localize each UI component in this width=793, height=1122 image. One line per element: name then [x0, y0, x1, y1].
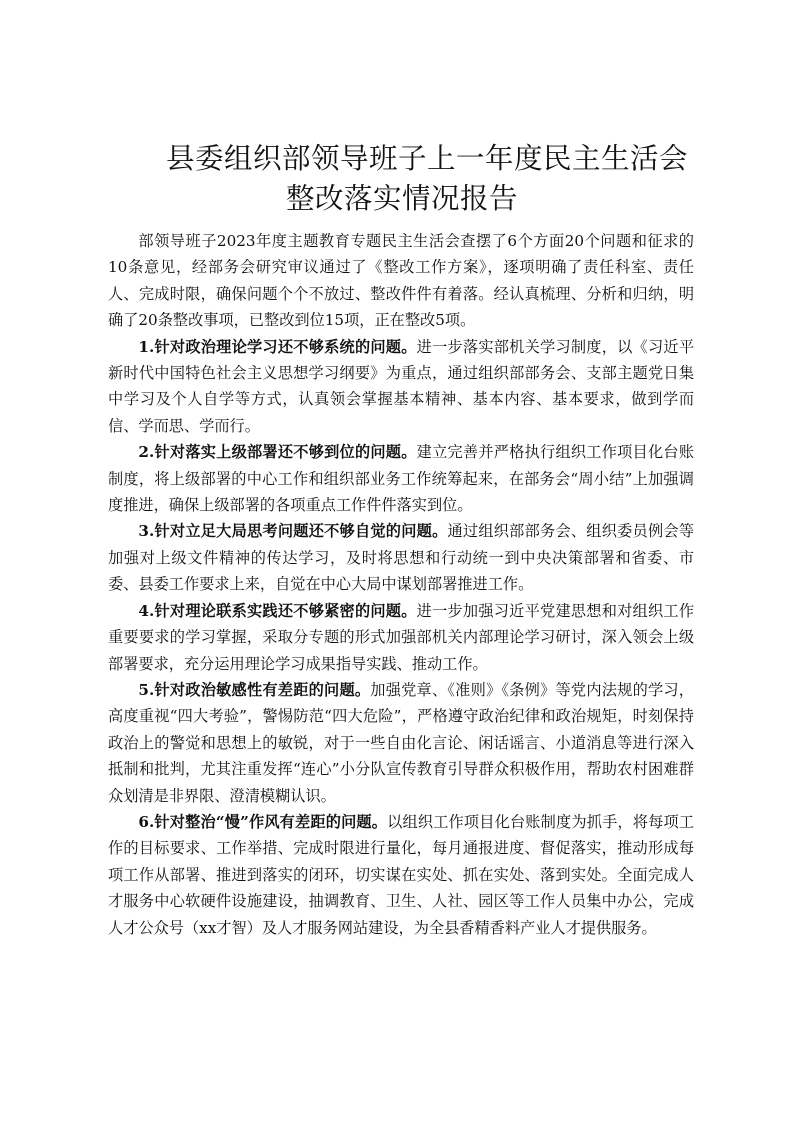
title-line-2: 整改落实情况报告	[286, 182, 519, 215]
item-text: 进一步加强习近平党建思想和对组织工作重要要求的学习掌握，采取分专题的形式加强部机关内部理论学习研讨，深入领会上级部署要求，充分运用理论学习成果指导实践、推动工作。	[108, 601, 695, 673]
item-text: 进一步落实部机关学习制度，以《习近平新时代中国特色社会主义思想学习纲要》为重点，通过组织部部务会、支部主题党日集中学习及个人自学等方式，认真领会掌握基本精神、基本内容、基本要求，做到学而信、学而思、学而行。	[108, 337, 695, 435]
item-paragraph-6	[108, 809, 694, 941]
item-paragraph-5	[108, 677, 694, 809]
item-paragraph-1	[108, 334, 694, 440]
document-title	[0, 139, 793, 219]
item-paragraph-3	[108, 518, 694, 597]
item-heading: 6.针对整治“慢”作风有差距的问题。	[138, 812, 388, 831]
intro-paragraph: 部领导班子2023年度主题教育专题民主生活会查摆了6个方面20个问题和征求的10条意见，经部务会研究审议通过了《整改工作方案》，逐项明确了责任科室、责任人、完成时限，确保问题个个不放过、整改件件有着落。经认真梳理、分析和归纳，明确了20条整改事项，已整改到位15项，正在整改5项。	[108, 232, 694, 330]
item-heading: 3.针对立足大局思考问题还不够自觉的问题。	[138, 522, 448, 541]
item-text: 建立完善并严格执行组织工作项目化台账制度，将上级部署的中心工作和组织部业务工作统筹起来，在部务会“周小结”上加强调度推进，确保上级部署的各项重点工作件件落实到位。	[108, 443, 695, 515]
item-paragraph-2	[108, 439, 694, 518]
item-heading: 5.针对政治敏感性有差距的问题。	[138, 680, 371, 699]
item-heading: 4.针对理论联系实践还不够紧密的问题。	[138, 601, 417, 620]
document-body	[108, 228, 694, 941]
item-paragraph-4	[108, 598, 694, 677]
item-text: 加强党章、《准则》《条例》等党内法规的学习，高度重视“四大考验”，警惕防范“四大危险”，严格遵守政治纪律和政治规矩，时刻保持政治上的警觉和思想上的敏锐，对于一些自由化言论、闲话谣言、小道消息等进行深入抵制和批判，尤其注重发挥“连心”小分队宣传教育引导群众积极作用，帮助农村困难群众划清是非界限、澄清模糊认识。	[108, 680, 694, 805]
item-heading: 2.针对落实上级部署还不够到位的问题。	[138, 443, 417, 462]
item-text: 通过组织部部务会、组织委员例会等加强对上级文件精神的传达学习，及时将思想和行动统一到中央决策部署和省委、市委、县委工作要求上来，自觉在中心大局中谋划部署推进工作。	[108, 522, 695, 594]
title-line-1: 县委组织部领导班子上一年度民主生活会	[166, 142, 689, 175]
item-heading: 1.针对政治理论学习还不够系统的问题。	[138, 337, 417, 356]
item-text: 以组织工作项目化台账制度为抓手，将每项工作的目标要求、工作举措、完成时限进行量化，每月通报进度、督促落实，推动形成每项工作从部署、推进到落实的闭环，切实谋在实处、抓在实处、落到实处。全面完成人才服务中心软硬件设施建设，抽调教育、卫生、人社、园区等工作人员集中办公，完成人才公众号（xx才智）及人才服务网站建设，为全县香精香料产业人才提供服务。	[108, 812, 695, 937]
